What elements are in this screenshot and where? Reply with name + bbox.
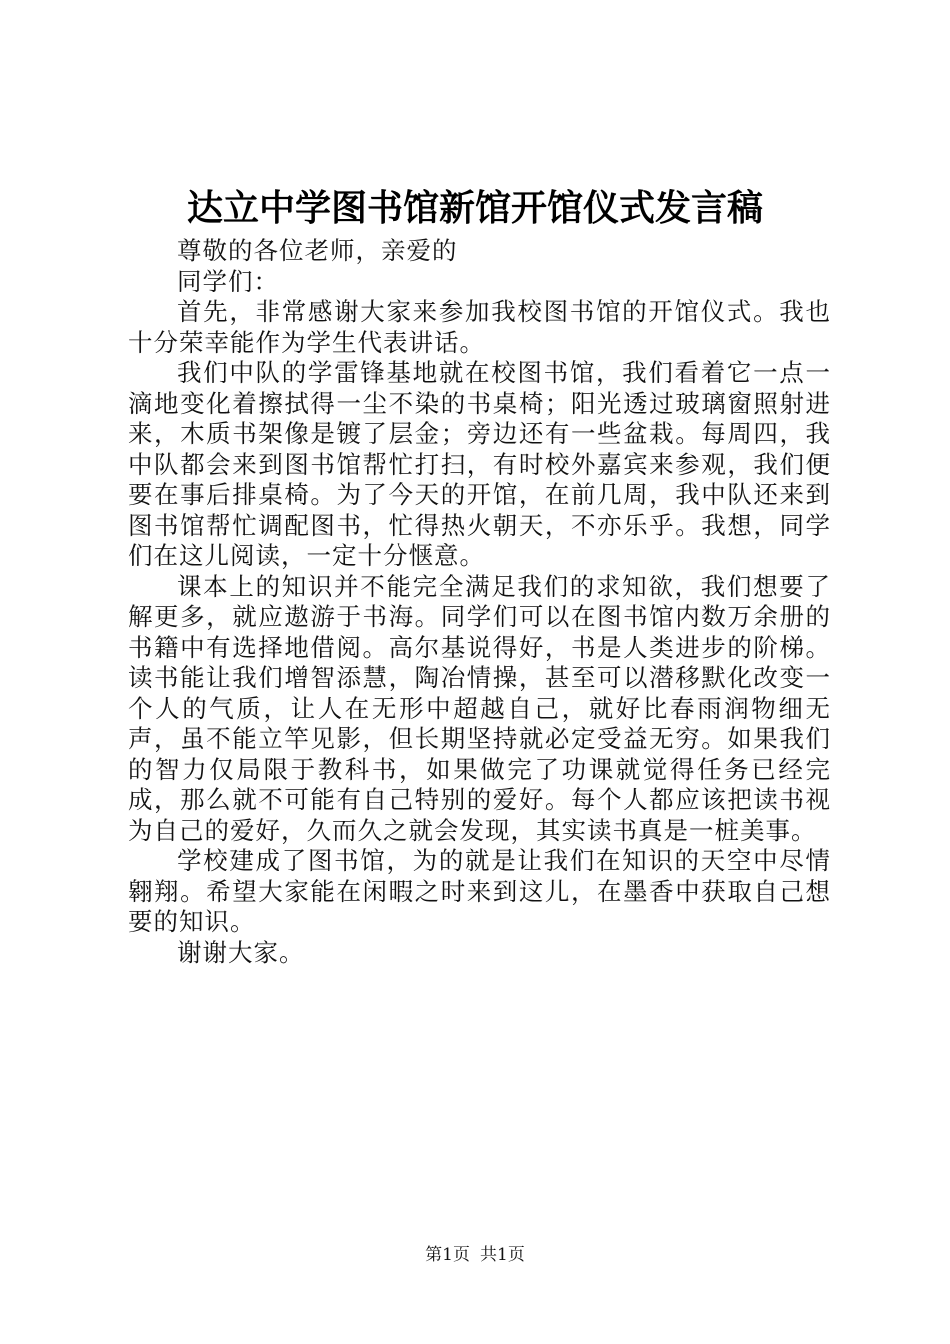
- paragraph: 我们中队的学雷锋基地就在校图书馆，我们看着它一点一滴地变化着擦拭得一尘不染的书桌椅；阳光透过玻璃窗照射进来，木质书架像是镀了层金；旁边还有一些盆栽。每周四，我中队都会来到图书馆帮忙打扫，有时校外嘉宾来参观，我们便要在事后排桌椅。为了今天的开馆，在前几周，我中队还来到图书馆帮忙调配图书，忙得热火朝天，不亦乐乎。我想，同学们在这儿阅读，一定十分惬意。: [128, 358, 831, 570]
- paragraph: 首先，非常感谢大家来参加我校图书馆的开馆仪式。我也十分荣幸能作为学生代表讲话。: [128, 297, 831, 357]
- closing-line: 谢谢大家。: [177, 937, 305, 967]
- document-body: [128, 236, 831, 968]
- page-footer: [0, 1243, 950, 1267]
- greeting-line-2: 同学们：: [177, 266, 279, 296]
- page-number-total: 共1页: [480, 1245, 525, 1265]
- paragraph: 课本上的知识并不能完全满足我们的求知欲，我们想要了解更多，就应遨游于书海。同学们可以在图书馆内数万余册的书籍中有选择地借阅。高尔基说得好，书是人类进步的阶梯。读书能让我们增智添慧，陶冶情操，甚至可以潜移默化改变一个人的气质，让人在无形中超越自己，就好比春雨润物细无声，虽不能立竿见影，但长期坚持就必定受益无穷。如果我们的智力仅局限于教科书，如果做完了功课就觉得任务已经完成，那么就不可能有自己特别的爱好。每个人都应该把读书视为自己的爱好，久而久之就会发现，其实读书真是一桩美事。: [128, 571, 831, 845]
- paragraph: 学校建成了图书馆，为的就是让我们在知识的天空中尽情翱翔。希望大家能在闲暇之时来到这儿，在墨香中获取自己想要的知识。: [128, 846, 831, 936]
- greeting-line-1: 尊敬的各位老师，亲爱的: [177, 236, 458, 265]
- page-number-current: 第1页: [425, 1245, 470, 1265]
- document-title: 达立中学图书馆新馆开馆仪式发言稿: [186, 187, 763, 229]
